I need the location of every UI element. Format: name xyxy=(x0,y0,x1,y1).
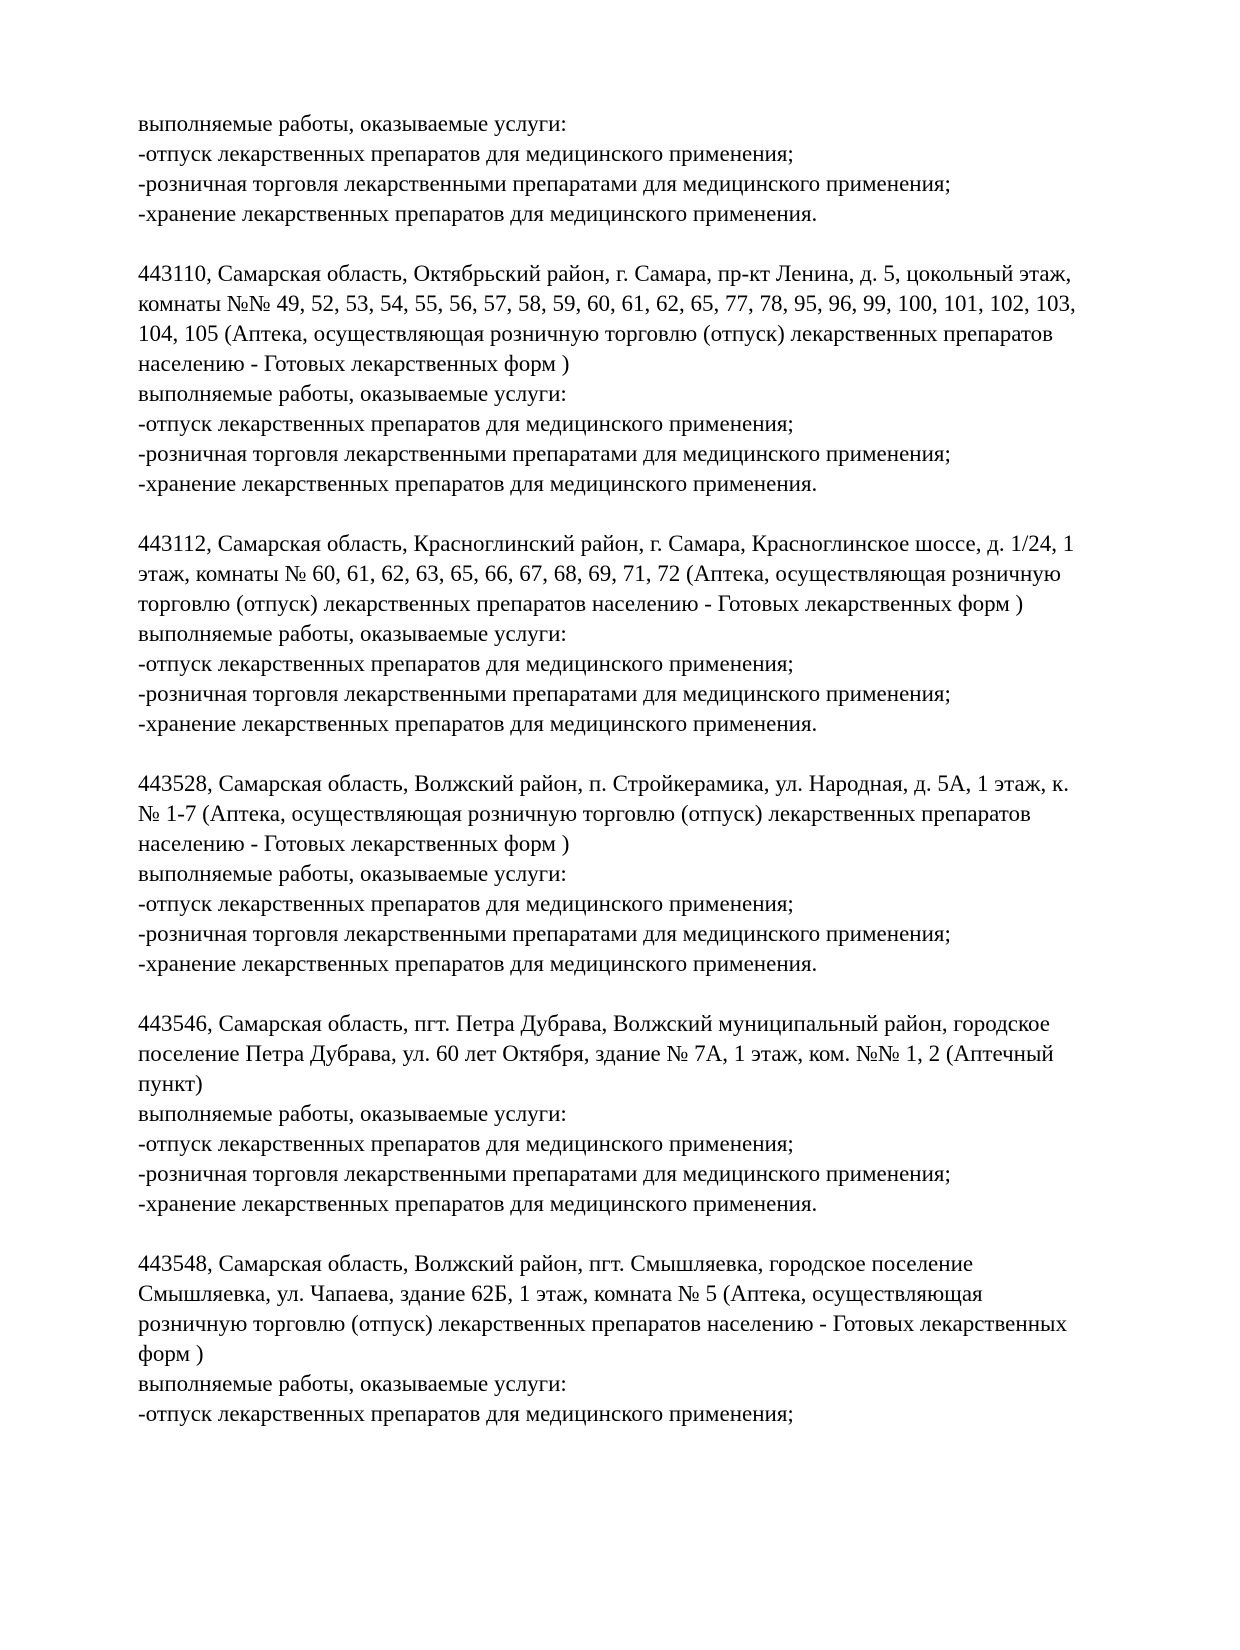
text-line: форм ) xyxy=(138,1341,204,1366)
text-line: -хранение лекарственных препаратов для медицинского применения. xyxy=(138,711,818,736)
text-line: выполняемые работы, оказываемые услуги: xyxy=(138,1101,567,1126)
text-line: торговлю (отпуск) лекарственных препаратов населению - Готовых лекарственных форм ) xyxy=(138,591,1024,616)
text-line: этаж, комнаты № 60, 61, 62, 63, 65, 66, 67, 68, 69, 71, 72 (Аптека, осуществляющая розничную xyxy=(138,561,1061,586)
text-line: розничную торговлю (отпуск) лекарственных препаратов населению - Готовых лекарственных xyxy=(138,1311,1067,1336)
license-document-text xyxy=(138,109,1076,1429)
text-line: -хранение лекарственных препаратов для медицинского применения. xyxy=(138,471,818,496)
text-line: 104, 105 (Аптека, осуществляющая розничную торговлю (отпуск) лекарственных препаратов xyxy=(138,321,1053,346)
text-line: Смышляевка, ул. Чапаева, здание 62Б, 1 этаж, комната № 5 (Аптека, осуществляющая xyxy=(138,1281,983,1306)
text-line: -отпуск лекарственных препаратов для медицинского применения; xyxy=(138,411,794,436)
text-line: -розничная торговля лекарственными препаратами для медицинского применения; xyxy=(138,1161,951,1186)
text-line: населению - Готовых лекарственных форм ) xyxy=(138,831,570,856)
text-line: 443548, Самарская область, Волжский район, пгт. Смышляевка, городское поселение xyxy=(138,1251,974,1276)
text-line: -отпуск лекарственных препаратов для медицинского применения; xyxy=(138,1401,794,1426)
text-line: -розничная торговля лекарственными препаратами для медицинского применения; xyxy=(138,171,951,196)
text-line: выполняемые работы, оказываемые услуги: xyxy=(138,861,567,886)
text-line: 443110, Самарская область, Октябрьский район, г. Самара, пр-кт Ленина, д. 5, цокольный этаж, xyxy=(138,261,1072,286)
text-line: выполняемые работы, оказываемые услуги: xyxy=(138,1371,567,1396)
services-continuation xyxy=(138,109,1076,229)
license-entry-443548 xyxy=(138,1249,1076,1429)
text-line: -розничная торговля лекарственными препаратами для медицинского применения; xyxy=(138,441,951,466)
text-line: № 1-7 (Аптека, осуществляющая розничную торговлю (отпуск) лекарственных препаратов xyxy=(138,801,1031,826)
text-line: 443528, Самарская область, Волжский район, п. Стройкерамика, ул. Народная, д. 5А, 1 этаж, к. xyxy=(138,771,1069,796)
text-line: -отпуск лекарственных препаратов для медицинского применения; xyxy=(138,1131,794,1156)
text-line: выполняемые работы, оказываемые услуги: xyxy=(138,111,567,136)
text-line: выполняемые работы, оказываемые услуги: xyxy=(138,381,567,406)
text-line: пункт) xyxy=(138,1071,203,1096)
text-line: выполняемые работы, оказываемые услуги: xyxy=(138,621,567,646)
text-line: поселение Петра Дубрава, ул. 60 лет Октября, здание № 7А, 1 этаж, ком. №№ 1, 2 (Аптечный xyxy=(138,1041,1054,1066)
text-line: 443546, Самарская область, пгт. Петра Дубрава, Волжский муниципальный район, городское xyxy=(138,1011,1050,1036)
text-line: -отпуск лекарственных препаратов для медицинского применения; xyxy=(138,891,794,916)
text-line: -хранение лекарственных препаратов для медицинского применения. xyxy=(138,951,818,976)
text-line: комнаты №№ 49, 52, 53, 54, 55, 56, 57, 58, 59, 60, 61, 62, 65, 77, 78, 95, 96, 99, 100, 101, 102, 103, xyxy=(138,291,1076,316)
license-entry-443546 xyxy=(138,1009,1076,1219)
license-entry-443112 xyxy=(138,529,1076,739)
text-line: -розничная торговля лекарственными препаратами для медицинского применения; xyxy=(138,681,951,706)
text-line: -хранение лекарственных препаратов для медицинского применения. xyxy=(138,1191,818,1216)
text-line: -хранение лекарственных препаратов для медицинского применения. xyxy=(138,201,818,226)
license-entry-443110 xyxy=(138,259,1076,499)
text-line: -отпуск лекарственных препаратов для медицинского применения; xyxy=(138,141,794,166)
text-line: 443112, Самарская область, Красноглинский район, г. Самара, Красноглинское шоссе, д. 1/24, 1 xyxy=(138,531,1075,556)
text-line: -розничная торговля лекарственными препаратами для медицинского применения; xyxy=(138,921,951,946)
license-entry-443528 xyxy=(138,769,1076,979)
text-line: -отпуск лекарственных препаратов для медицинского применения; xyxy=(138,651,794,676)
text-line: населению - Готовых лекарственных форм ) xyxy=(138,351,570,376)
